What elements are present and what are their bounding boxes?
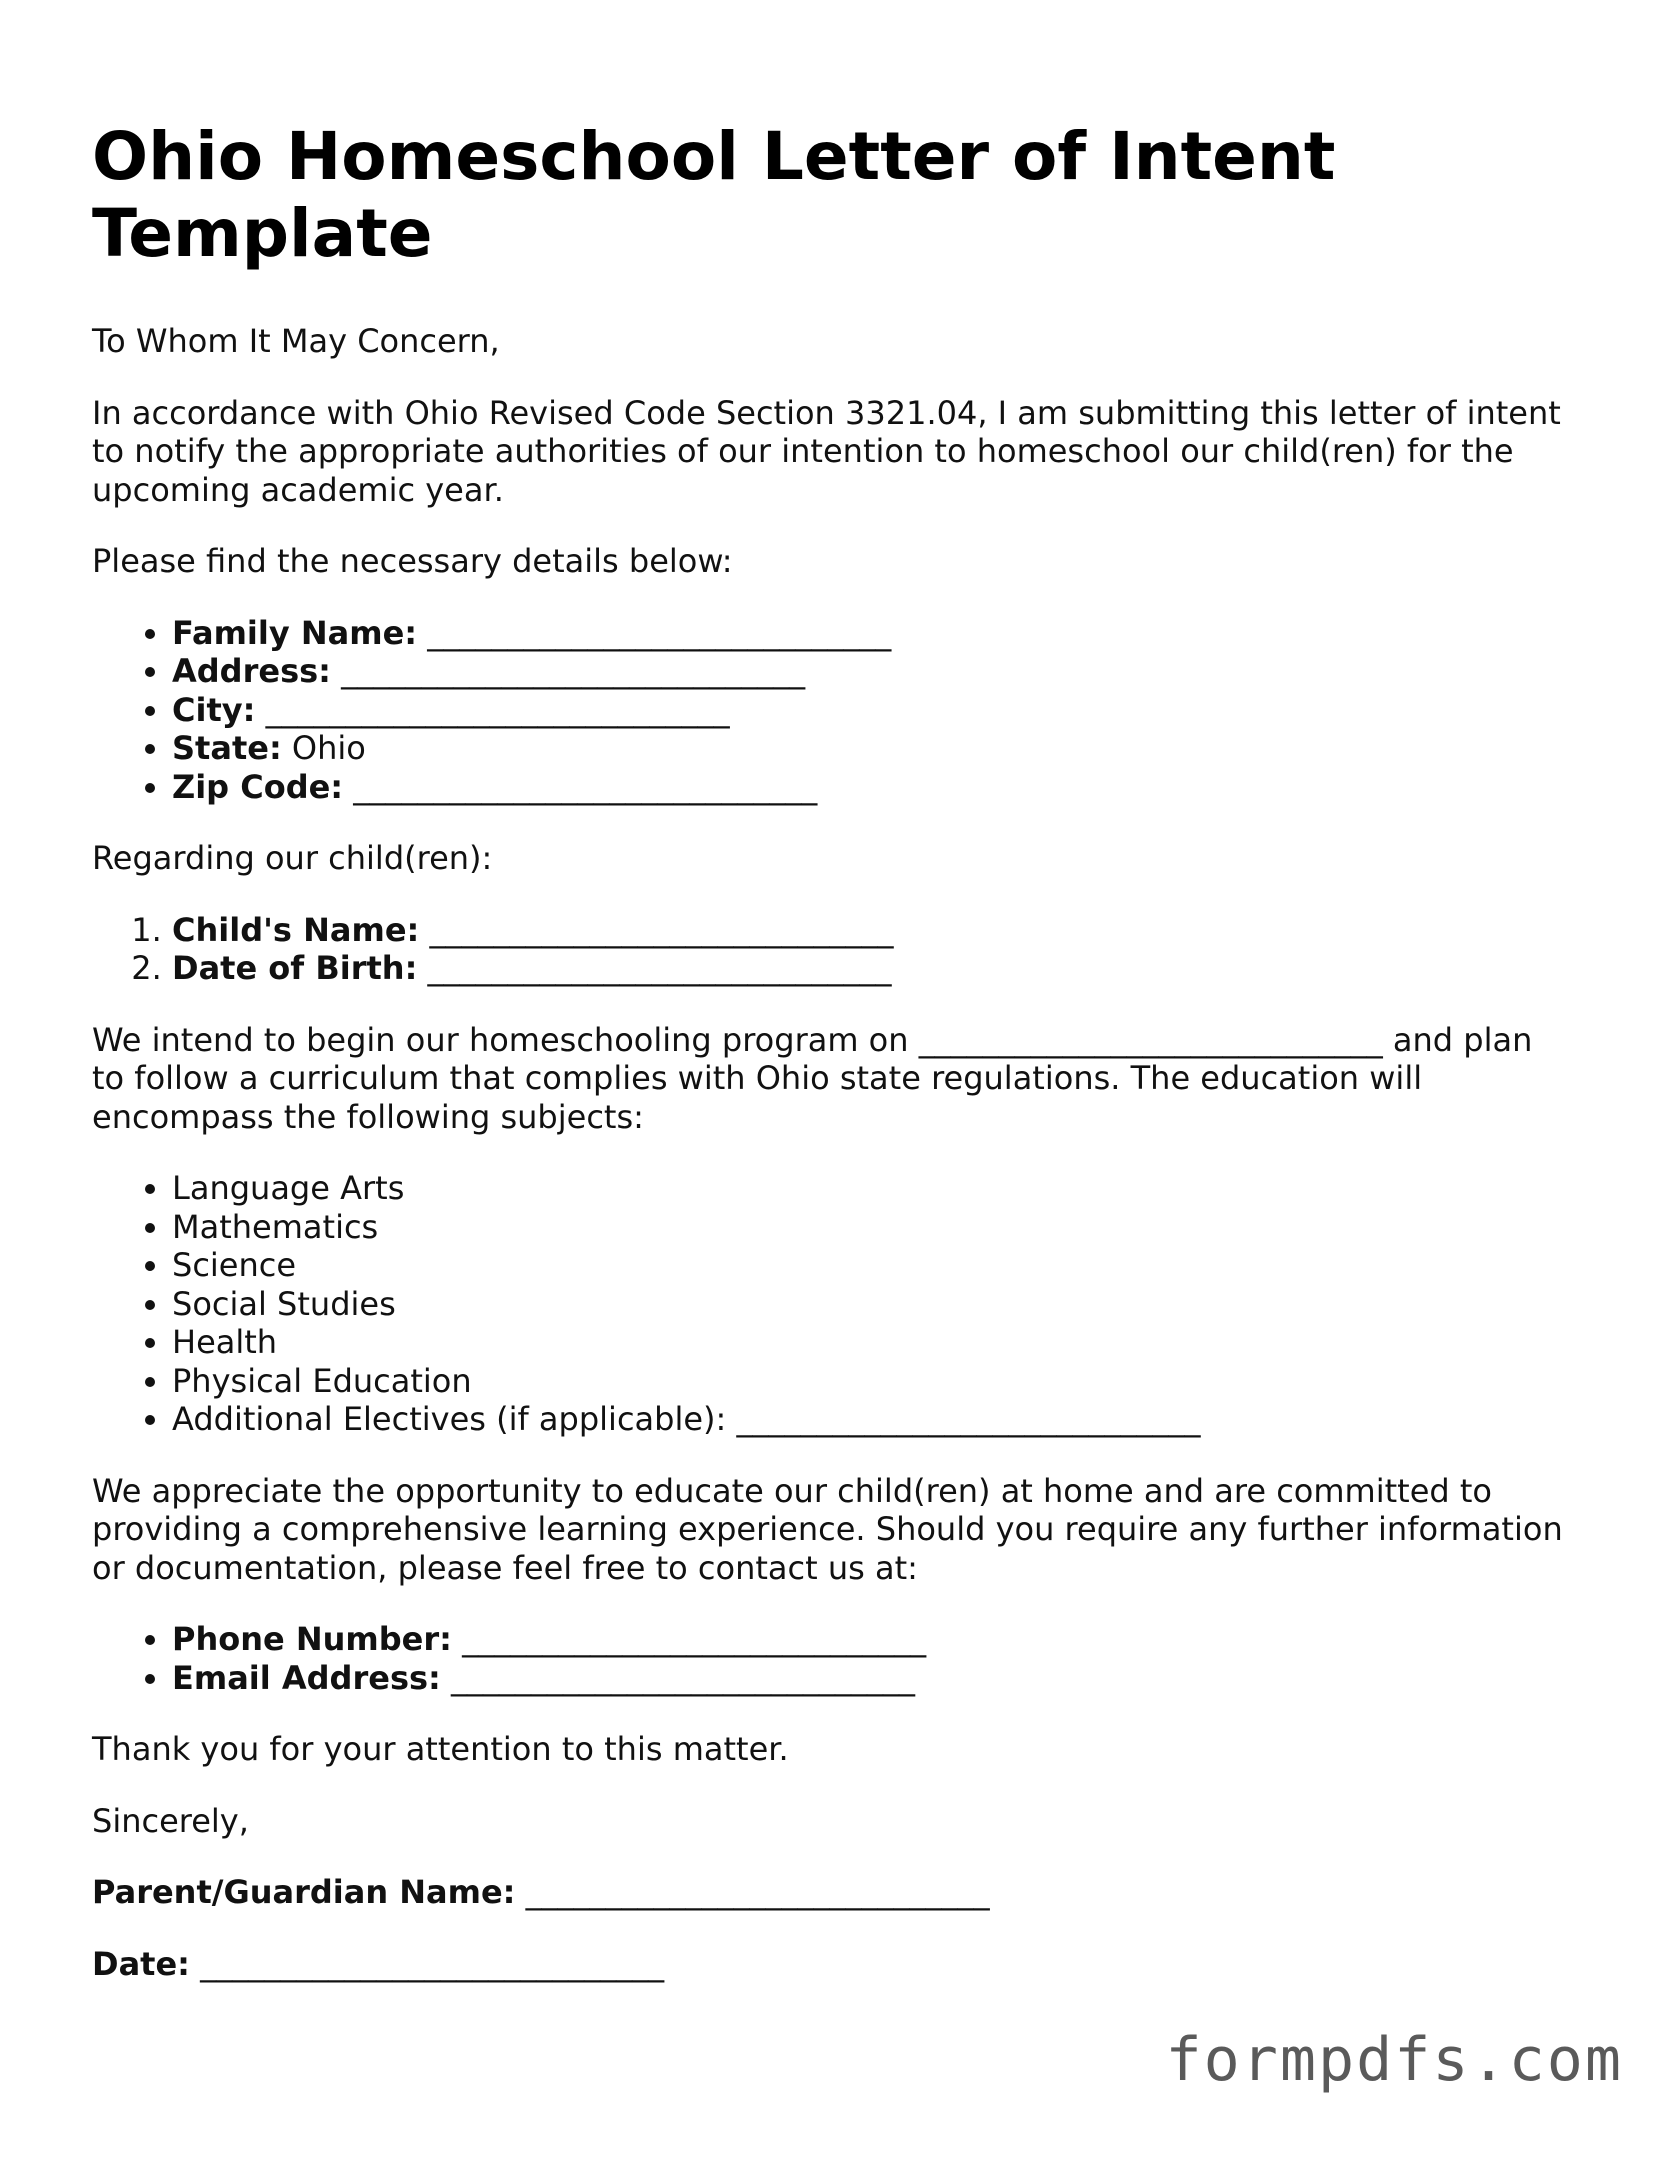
family-details-list (92, 614, 1592, 807)
zip-code-item (172, 768, 1592, 807)
state-label: State: (172, 729, 282, 767)
closing-paragraph: We appreciate the opportunity to educate our child(ren) at home and are committed to providing a comprehensive learning experience. Should you require any further information or documentation, please feel free to contact us at: (92, 1471, 1563, 1587)
guardian-name-label: Parent/Guardian Name: (92, 1873, 516, 1911)
details-intro: Please find the necessary details below: (92, 542, 733, 580)
family-name-field: _____________________________ (427, 613, 892, 652)
phone-number-label: Phone Number: (172, 1620, 452, 1658)
child-name-field: _____________________________ (429, 910, 894, 949)
date-label: Date: (92, 1944, 190, 1983)
phone-number-item (172, 1620, 1592, 1659)
guardian-name-field: _____________________________ (525, 1873, 990, 1911)
children-intro: Regarding our child(ren): (92, 839, 493, 877)
subject-item-electives: • Additional Electives (if applicable): _____________________________ (172, 1400, 1592, 1439)
program-paragraph: We intend to begin our homeschooling program on _____________________________ and plan to follow a curriculum that complies with Ohio state regulations. The education will encompass the following subjects: (92, 1020, 1533, 1136)
subject-item: • Science (172, 1246, 1592, 1285)
intro-paragraph: In accordance with Ohio Revised Code Section 3321.04, I am submitting this letter of intent to notify the appropriate authorities of our intention to homeschool our child(ren) for the upcoming academic year. (92, 393, 1561, 509)
zip-code-field: _____________________________ (353, 767, 818, 806)
document-title: Ohio Homeschool Letter of Intent Template (92, 118, 1336, 272)
address-label: Address: (172, 652, 331, 690)
date-field: _____________________________ (200, 1944, 665, 1983)
child-name-label: Child's Name: (172, 910, 420, 949)
letter-page (92, 118, 1592, 2016)
subject-item: • Language Arts (172, 1169, 1592, 1208)
state-value: Ohio (291, 729, 366, 767)
contact-details-list (92, 1620, 1592, 1697)
salutation: To Whom It May Concern, (92, 322, 500, 360)
date-line (92, 1945, 1572, 1984)
subject-item: • Physical Education (172, 1362, 1592, 1401)
watermark: formpdfs.com (1165, 2025, 1623, 2095)
date-of-birth-field: _____________________________ (427, 949, 892, 987)
subject-item: • Social Studies (172, 1285, 1592, 1324)
phone-number-field: _____________________________ (462, 1620, 927, 1658)
city-label: City: (172, 690, 256, 729)
family-name-label: Family Name: (172, 613, 418, 652)
email-address-label: Email Address: (172, 1658, 441, 1697)
zip-code-label: Zip Code: (172, 767, 344, 806)
subject-item: • Mathematics (172, 1208, 1592, 1247)
email-address-item (172, 1659, 1592, 1698)
child-name-item (172, 911, 1592, 950)
family-name-item (172, 614, 1592, 653)
city-item (172, 691, 1592, 730)
address-item (172, 652, 1592, 691)
subjects-list (92, 1169, 1592, 1439)
child-details-list (92, 911, 1592, 988)
date-of-birth-label: Date of Birth: (172, 949, 418, 987)
subject-item: • Health (172, 1323, 1592, 1362)
email-address-field: _____________________________ (451, 1658, 915, 1697)
thanks-paragraph: Thank you for your attention to this matter. (92, 1730, 789, 1768)
signoff: Sincerely, (92, 1801, 249, 1840)
address-field: _____________________________ (341, 652, 806, 690)
guardian-name-line (92, 1873, 1572, 1912)
city-field: _____________________________ (265, 690, 730, 729)
state-item (172, 729, 1592, 768)
date-of-birth-item (172, 949, 1592, 988)
